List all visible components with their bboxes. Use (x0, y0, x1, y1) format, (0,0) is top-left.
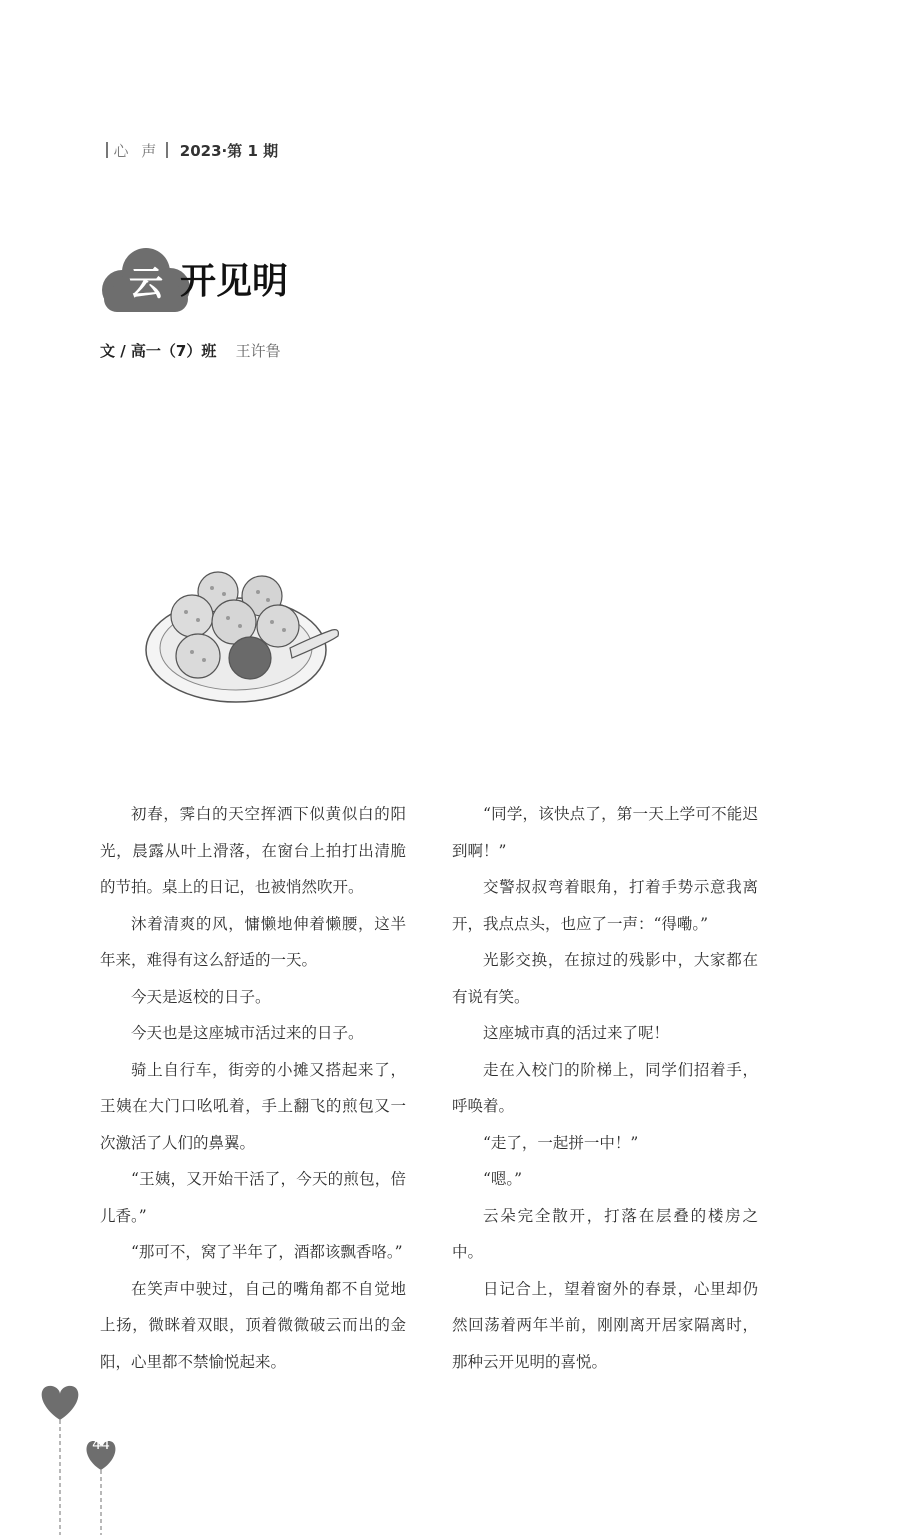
paragraph: 今天是返校的日子。 (131, 987, 271, 1006)
paragraph: 这座城市真的活过来了呢！ (483, 1024, 670, 1042)
paragraph: 交警叔叔弯着眼角，打着手势示意我离开，我点点头，也应了一声：“得嘞。” (452, 878, 758, 933)
byline-author: 王许鲁 (235, 342, 281, 360)
page-header (100, 138, 278, 162)
hearts-decoration (30, 1378, 140, 1535)
article-title (100, 246, 340, 316)
paragraph: “嗯。” (483, 1170, 523, 1188)
paragraph: “那可不，窝了半年了，酒都该飘香咯。” (131, 1243, 403, 1261)
header-divider (166, 142, 168, 158)
paragraph: “走了，一起拼一中！” (483, 1133, 639, 1152)
byline (100, 340, 281, 361)
issue-label: 2023·第 1 期 (179, 141, 279, 160)
paragraph: 日记合上，望着窗外的春景，心里却仍然回荡着两年半前，刚刚离开居家隔离时，那种云开见明的喜悦。 (452, 1279, 758, 1371)
page-number: 44 (92, 1437, 110, 1453)
title-cloud-char: 云 (129, 264, 163, 304)
byline-class: 文 / 高一（7）班 (100, 342, 217, 360)
paragraph: 云朵完全散开，打落在层叠的楼房之中。 (452, 1206, 758, 1261)
title-text: 开见明 (180, 261, 289, 302)
paragraph: 沐着清爽的风，慵懒地伸着懒腰，这半年来，难得有这么舒适的一天。 (100, 914, 406, 969)
section-name: 心 声 (113, 141, 161, 160)
paragraph: 骑上自行车，街旁的小摊又搭起来了，王姨在大门口吆吼着，手上翻飞的煎包又一次激活了人们的鼻翼。 (100, 1060, 406, 1152)
paragraph: 今天也是这座城市活过来的日子。 (131, 1024, 364, 1042)
paragraph: 在笑声中驶过，自己的嘴角都不自觉地上扬，微眯着双眼，顶着微微破云而出的金阳，心里都不禁愉悦起来。 (100, 1279, 406, 1371)
paragraph: 光影交换，在掠过的残影中，大家都在有说有笑。 (452, 951, 758, 1006)
paragraph: 走在入校门的阶梯上，同学们招着手，呼唤着。 (452, 1060, 758, 1115)
fried-buns-plate-icon (140, 566, 350, 711)
article-column-right (452, 796, 758, 1380)
paragraph: 初春，霁白的天空挥洒下似黄似白的阳光，晨露从叶上滑落，在窗台上拍打出清脆的节拍。桌上的日记，也被悄然吹开。 (100, 805, 406, 896)
paragraph: “同学，该快点了，第一天上学可不能迟到啊！” (452, 805, 758, 860)
header-divider (106, 142, 108, 158)
heart-icon (42, 1386, 79, 1420)
article-column-left (100, 796, 406, 1380)
paragraph: “王姨，又开始干活了，今天的煎包，倍儿香。” (100, 1170, 406, 1225)
